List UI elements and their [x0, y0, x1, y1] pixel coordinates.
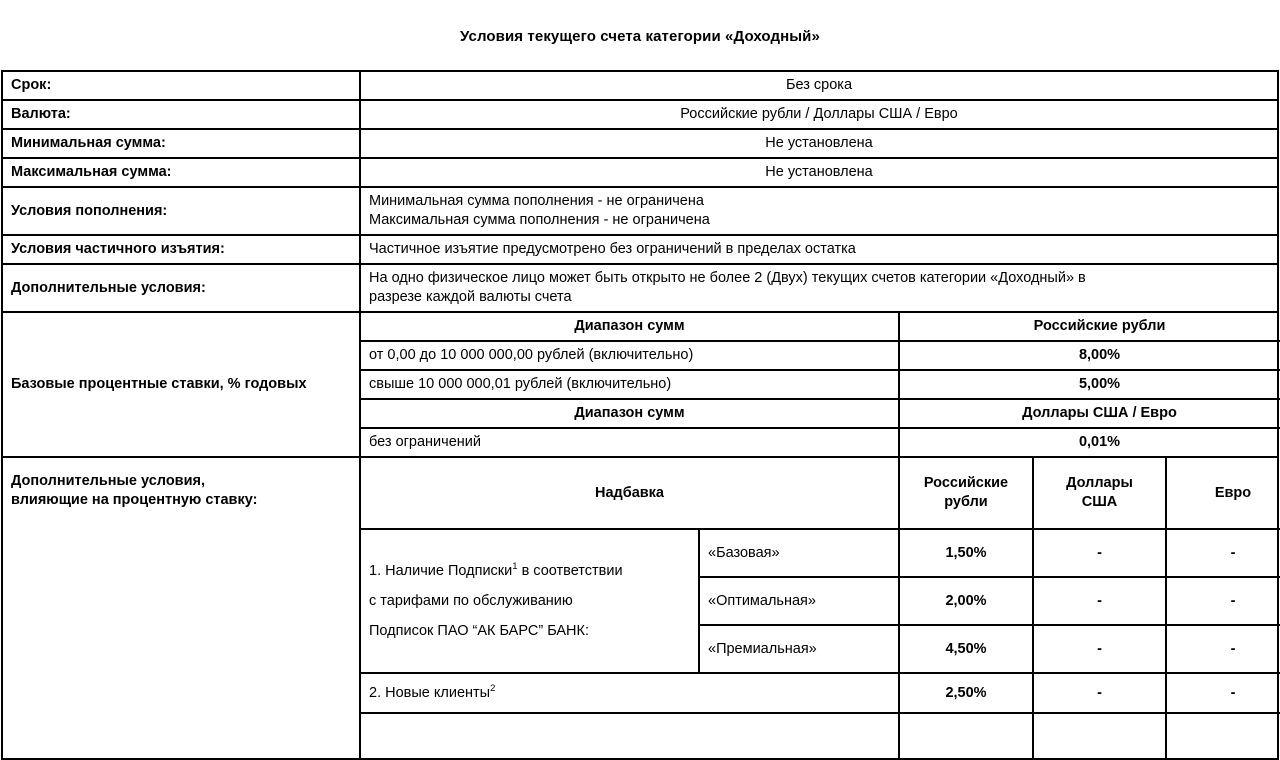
markup-header-rub-line-1: Российские — [923, 475, 1009, 491]
subscription-tier-rub: 4,50% — [899, 625, 1033, 673]
base-rates-value-2: 5,00% — [899, 370, 1280, 399]
row-value-currency: Российские рубли / Доллары США / Евро — [360, 100, 1278, 129]
subscription-tier-name: «Оптимальная» — [699, 577, 899, 625]
base-rates-value-1: 8,00% — [899, 341, 1280, 370]
conditions-table — [1, 70, 1279, 760]
rate-modifiers-header — [361, 458, 1280, 529]
trailing-empty-cell-usd — [1033, 713, 1166, 758]
row-value-term: Без срока — [360, 71, 1278, 100]
table-row-partial-withdrawal — [2, 235, 1278, 264]
base-rates-range-header-fx: Диапазон сумм — [361, 399, 899, 428]
markup-header-usd-line-2: США — [1081, 494, 1118, 510]
table-row-rate-modifiers — [2, 457, 1278, 759]
row-label-min-amount: Минимальная сумма: — [2, 129, 360, 158]
subscription-tier-name: «Базовая» — [699, 529, 899, 577]
table-row-additional-terms — [2, 264, 1278, 312]
row-label-rate-modifiers — [2, 457, 360, 759]
rate-modifiers-container — [360, 457, 1278, 759]
replenishment-line-2: Максимальная сумма пополнения - не ограничена — [369, 212, 710, 228]
base-rates-currency-header-fx: Доллары США / Евро — [899, 399, 1280, 428]
markup-header-rub-line-2: рубли — [944, 494, 988, 510]
base-rates-value-3: 0,01% — [899, 428, 1280, 456]
subscription-description — [361, 529, 699, 673]
base-rates-range-2: свыше 10 000 000,01 рублей (включительно) — [361, 370, 899, 399]
markup-header-rub — [899, 458, 1033, 529]
additional-terms-line-1: На одно физическое лицо может быть открыто не более 2 (Двух) текущих счетов категории «Доходный» в — [369, 270, 1086, 286]
trailing-empty-cell-rub — [899, 713, 1033, 758]
subscription-tier-rub: 1,50% — [899, 529, 1033, 577]
new-clients-rub: 2,50% — [899, 673, 1033, 713]
row-value-min-amount: Не установлена — [360, 129, 1278, 158]
rate-modifiers-table — [361, 458, 1280, 758]
subscription-desc-line-2: с тарифами по обслуживанию — [369, 593, 573, 609]
base-rates-row-3 — [361, 428, 1280, 456]
base-rates-container — [360, 312, 1278, 457]
new-clients-eur: - — [1166, 673, 1280, 713]
row-label-currency: Валюта: — [2, 100, 360, 129]
base-rates-range-3: без ограничений — [361, 428, 899, 456]
base-rates-header-fx — [361, 399, 1280, 428]
subscription-footnote-marker: 1 — [512, 561, 518, 573]
base-rates-row-1 — [361, 341, 1280, 370]
rate-modifiers-label-line-1: Дополнительные условия, — [11, 473, 205, 489]
base-rates-header-rub — [361, 313, 1280, 341]
row-value-max-amount: Не установлена — [360, 158, 1278, 187]
rate-modifiers-label-line-2: влияющие на процентную ставку: — [11, 492, 258, 508]
trailing-empty-cell-left — [361, 713, 899, 758]
base-rates-range-header-rub: Диапазон сумм — [361, 313, 899, 341]
row-value-additional-terms — [360, 264, 1278, 312]
row-label-replenishment: Условия пополнения: — [2, 187, 360, 235]
row-label-base-rates: Базовые процентные ставки, % годовых — [2, 312, 360, 457]
additional-terms-line-2: разрезе каждой валюты счета — [369, 289, 572, 305]
row-label-term: Срок: — [2, 71, 360, 100]
table-row-empty-trailing — [361, 713, 1280, 758]
subscription-tier-usd: - — [1033, 625, 1166, 673]
base-rates-row-2 — [361, 370, 1280, 399]
row-label-additional-terms: Дополнительные условия: — [2, 264, 360, 312]
markup-header-eur: Евро — [1166, 458, 1280, 529]
row-value-partial-withdrawal: Частичное изъятие предусмотрено без ограничений в пределах остатка — [360, 235, 1278, 264]
table-row-replenishment — [2, 187, 1278, 235]
row-value-replenishment — [360, 187, 1278, 235]
row-label-max-amount: Максимальная сумма: — [2, 158, 360, 187]
subscription-tier-eur: - — [1166, 625, 1280, 673]
base-rates-currency-header-rub: Российские рубли — [899, 313, 1280, 341]
markup-header: Надбавка — [361, 458, 899, 529]
subscription-tier-name: «Премиальная» — [699, 625, 899, 673]
subscription-tier-eur: - — [1166, 529, 1280, 577]
table-row-subscription-basic — [361, 529, 1280, 577]
table-row-max-amount — [2, 158, 1278, 187]
base-rates-range-1: от 0,00 до 10 000 000,00 рублей (включительно) — [361, 341, 899, 370]
subscription-desc-line-1: 1. Наличие Подписки — [369, 563, 513, 579]
new-clients-label: 2. Новые клиенты — [369, 684, 491, 701]
subscription-tier-usd: - — [1033, 529, 1166, 577]
subscription-desc-line-1-tail: в соответствии — [517, 563, 623, 579]
table-row-min-amount — [2, 129, 1278, 158]
row-label-partial-withdrawal: Условия частичного изъятия: — [2, 235, 360, 264]
trailing-empty-cell-eur — [1166, 713, 1280, 758]
table-row-base-rates — [2, 312, 1278, 457]
new-clients-label-cell — [361, 673, 899, 713]
subscription-tier-eur: - — [1166, 577, 1280, 625]
markup-header-usd — [1033, 458, 1166, 529]
table-row-term — [2, 71, 1278, 100]
new-clients-usd: - — [1033, 673, 1166, 713]
replenishment-line-1: Минимальная сумма пополнения - не ограничена — [369, 193, 704, 209]
table-row-currency — [2, 100, 1278, 129]
markup-header-usd-line-1: Доллары — [1066, 475, 1133, 491]
page-title: Условия текущего счета категории «Доходный» — [460, 28, 820, 45]
base-rates-table — [361, 313, 1280, 456]
new-clients-footnote-marker: 2 — [490, 682, 496, 694]
table-row-new-clients — [361, 673, 1280, 713]
subscription-tier-usd: - — [1033, 577, 1166, 625]
subscription-tier-rub: 2,00% — [899, 577, 1033, 625]
subscription-desc-line-3: Подписок ПАО “АК БАРС” БАНК: — [369, 623, 590, 639]
